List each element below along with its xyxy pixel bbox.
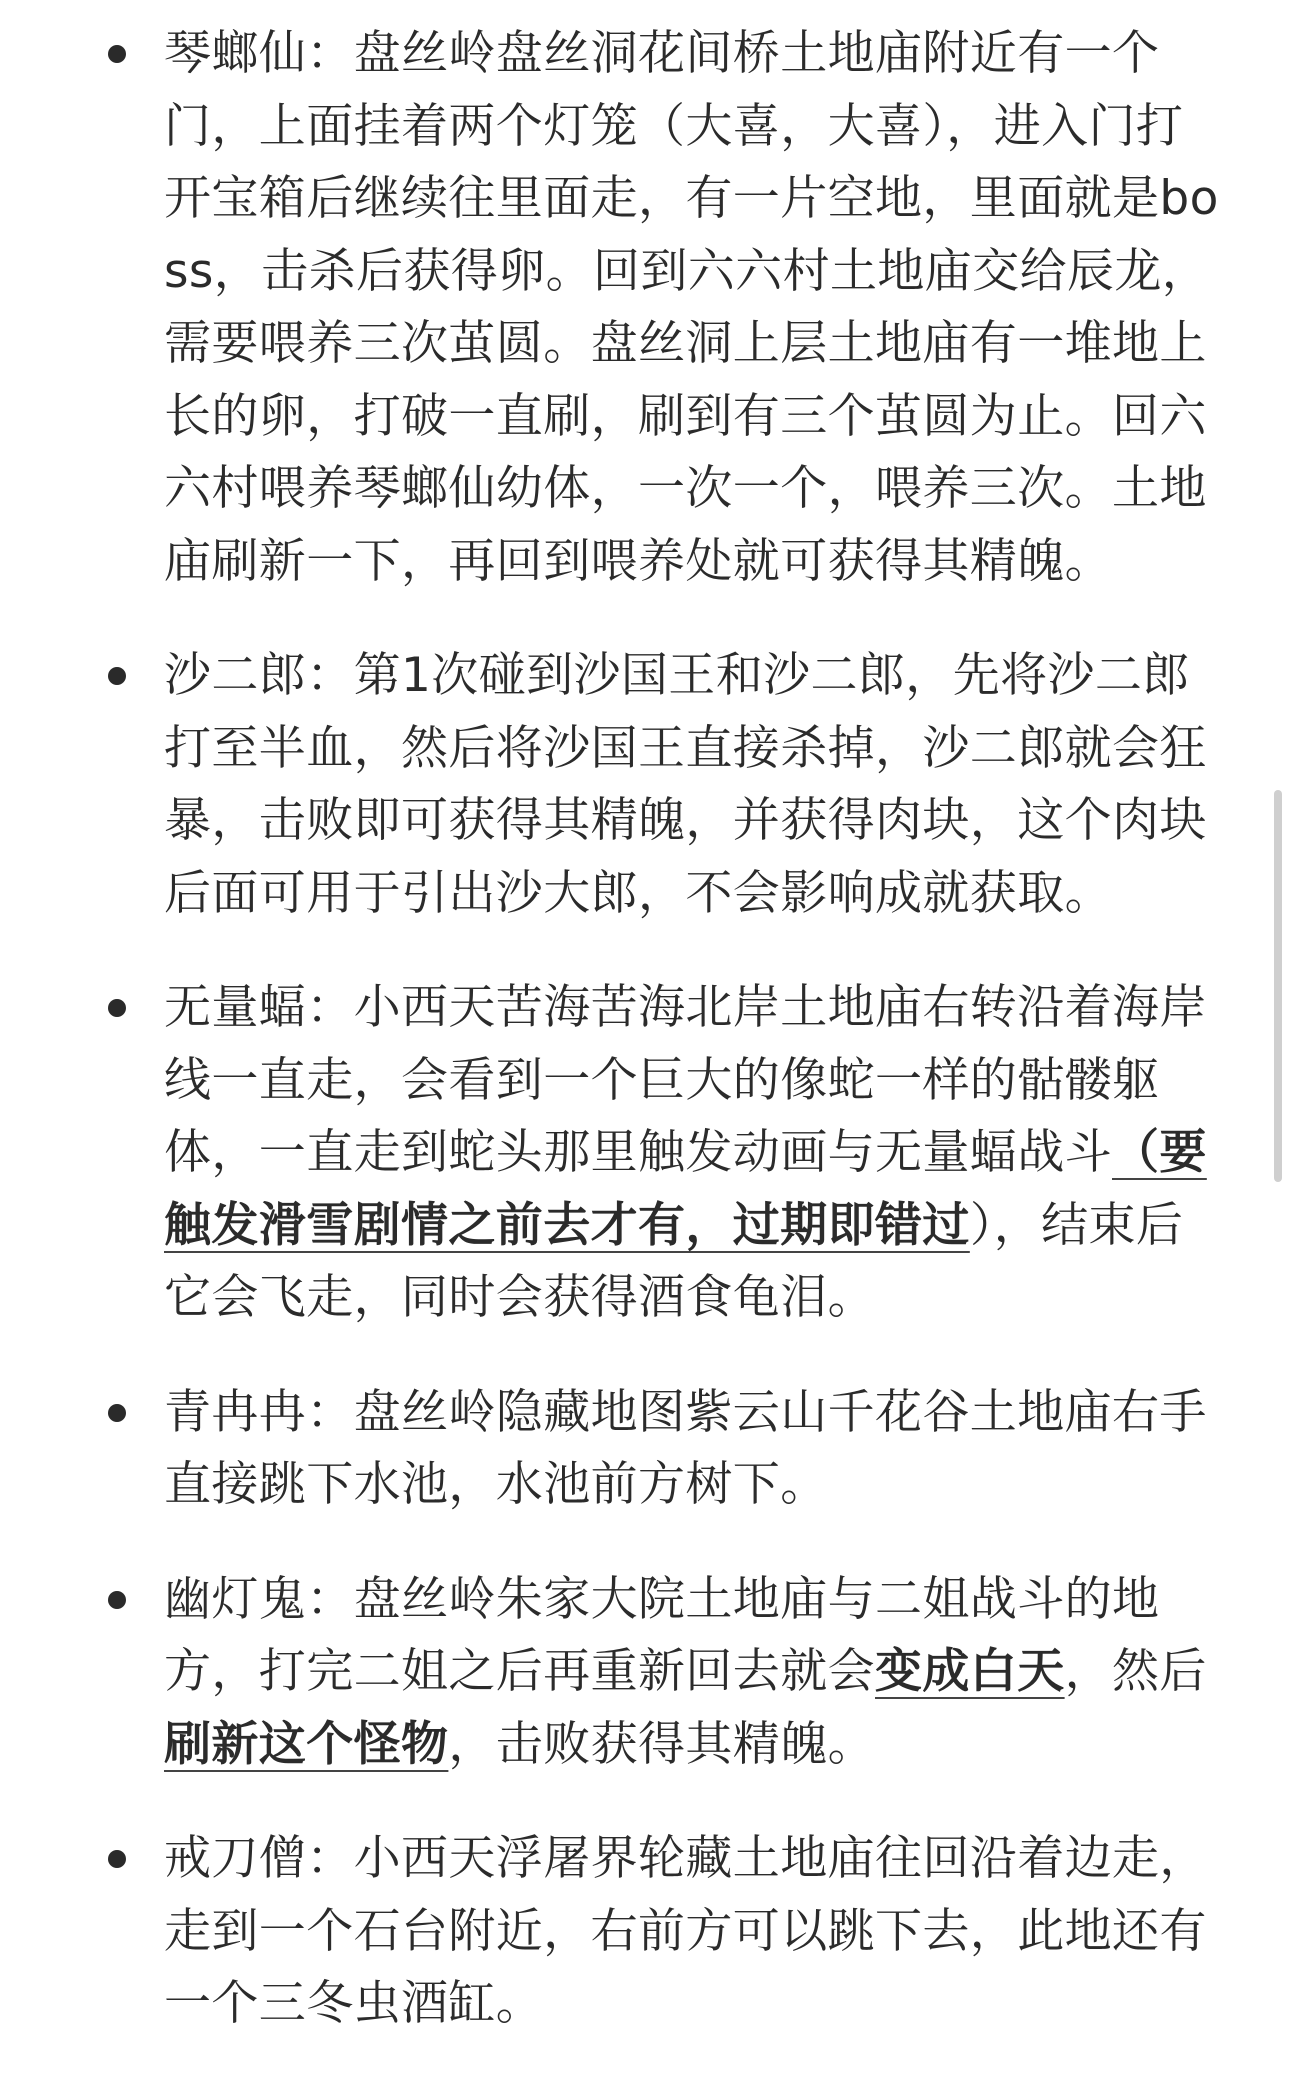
- item-text: 幽灯鬼：盘丝岭朱家大院土地庙与二姐战斗的地方，打完二姐之后再重新回去就会: [164, 1571, 1160, 1699]
- bullet-dot: [108, 1404, 126, 1422]
- list-item-youdenggui: [0, 1564, 1224, 1782]
- list-item-wuliangfu: [0, 972, 1224, 1335]
- item-text: ，然后: [1064, 1644, 1207, 1699]
- item-text: 青冉冉：盘丝岭隐藏地图紫云山千花谷土地庙右手直接跳下水池，水池前方树下。: [164, 1384, 1207, 1512]
- item-text: ），结束后它会飞走，同时会获得酒食龟泪。: [164, 1197, 1184, 1325]
- list-item-qingranran: [0, 1377, 1224, 1522]
- emphasis-daytime: 变成白天: [875, 1644, 1065, 1699]
- item-text: ，击败获得其精魄。: [448, 1716, 876, 1772]
- item-text: 戒刀僧：小西天浮屠界轮藏土地庙往回沿着边走，走到一个石台附近，右前方可以跳下去，此地还有一个三冬虫酒缸。: [164, 1831, 1207, 2031]
- vertical-scrollbar[interactable]: [1274, 790, 1282, 1182]
- emphasis-note: （要触发滑雪剧情之前去才有，过期即错过: [164, 1125, 1207, 1253]
- emphasis-refresh-monster: 刷新这个怪物: [164, 1716, 449, 1772]
- bullet-dot: [108, 667, 126, 685]
- list-item-jiedaoseng: [0, 1823, 1224, 2041]
- item-text: 无量蝠：小西天苦海苦海北岸土地庙右转沿着海岸线一直走，会看到一个巨大的像蛇一样的骷髅躯体，一直走到蛇头那里触发动画与无量蝠战斗: [164, 980, 1207, 1180]
- list-item-shaerlang: [0, 640, 1224, 930]
- bullet-dot: [108, 999, 126, 1017]
- list-item-qinlangxian: [0, 18, 1224, 598]
- bullet-list: [0, 18, 1290, 2083]
- item-text: 沙二郎：第1次碰到沙国王和沙二郎，先将沙二郎打至半血，然后将沙国王直接杀掉，沙二郎就会狂暴，击败即可获得其精魄，并获得肉块，这个肉块后面可用于引出沙大郎，不会影响成就获取。: [164, 648, 1207, 921]
- bullet-dot: [108, 1850, 126, 1868]
- item-text: 琴螂仙：盘丝岭盘丝洞花间桥土地庙附近有一个门，上面挂着两个灯笼（大喜，大喜），进入门打开宝箱后继续往里面走，有一片空地，里面就是boss，击杀后获得卵。回到六六村土地庙交给辰龙，需要喂养三次茧圆。盘丝洞上层土地庙有一堆地上长的卵，打破一直刷，刷到有三个茧圆为止。回六六村喂养琴螂仙幼体，一次一个，喂养三次。土地庙刷新一下，再回到喂养处就可获得其精魄。: [164, 26, 1219, 589]
- bullet-dot: [108, 1591, 126, 1609]
- bullet-dot: [108, 45, 126, 63]
